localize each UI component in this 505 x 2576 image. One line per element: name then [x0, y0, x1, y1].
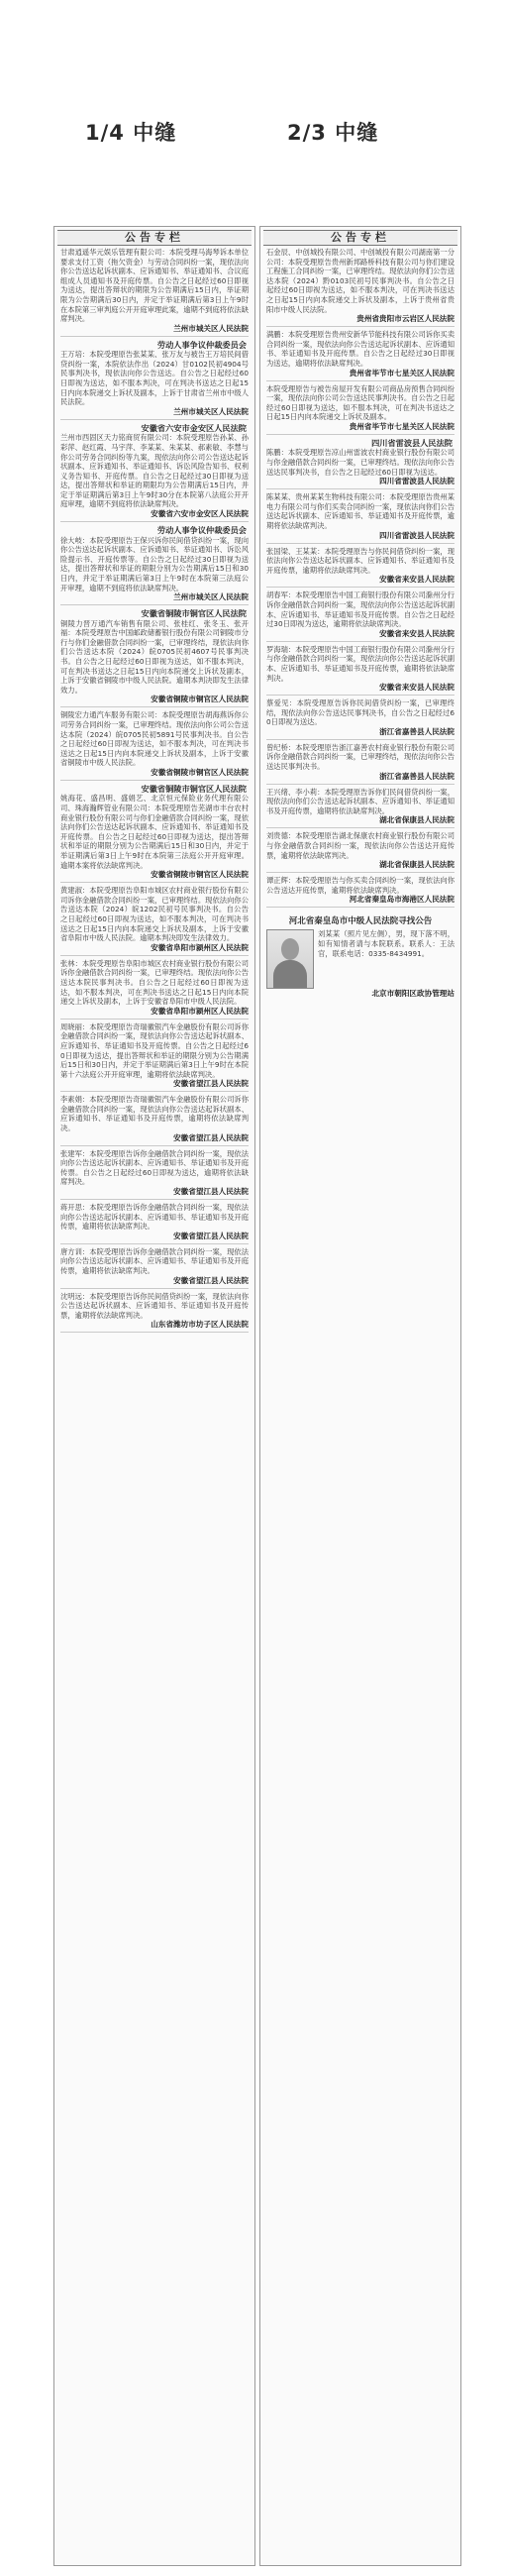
notice-divider	[266, 739, 454, 740]
notice-signature: 湖北省保康县人民法院	[379, 815, 454, 825]
notice-divider	[60, 1288, 249, 1289]
notice-signature: 安徽省望江县人民法院	[173, 1079, 249, 1089]
notice-body-text: 铜陵宏力通汽车服务有限公司：本院受理原告胡海燕诉你公司劳务合同纠纷一案，已审理终结。现依法向你公司公告送达本院（2024）皖0705民初5891号民事判决书。自公告之日起经过60日即视为送达，如不服本判决，可在判决书送达之日起15日内向本院递交上诉状及副本，上诉于安徽省铜陵市中级人民法院。	[60, 710, 249, 768]
notice-body-text: 李素娟：本院受理原告奇瑞徽银汽车金融股份有限公司诉你金融借款合同纠纷一案，现依法向你公告送达起诉状副本、应诉通知书、举证通知书及开庭传票，逾期将依法缺席判决。	[60, 1095, 249, 1133]
notice-signature: 贵州省毕节市七星关区人民法院	[349, 368, 454, 377]
notice-divider	[266, 326, 454, 327]
notice-signature: 安徽省望江县人民法院	[173, 1275, 249, 1285]
left-column-body	[54, 246, 254, 1333]
notice-body-text: 王万培：本院受理原告张某某、张万友与被告王万培民间借贷纠纷一案，本院依法作出（2024）甘0102民初4904号民事判决书，现依法向你公告送达。自公告之日起经过60日即视为送达，如不服本判决，可在判决书送达之日起15日内向本院递交上诉状及副本，上诉于甘肃省兰州市中级人民法院。	[60, 350, 249, 407]
notice-body-text: 姚海花、盛昌明、盛娟艺、北京恒元保险业务代理有限公司、珠海瀚辉管业有限公司：本院受理原告芜湖市丰台农村商业银行股份有限公司与你们金融借款合同纠纷一案，现依法向你们公告送达起诉状副本、应诉通知书、举证通知书及开庭传票。自公告之日起经过60日即视为送达，提出答辩状和举证的期限分别为公告期满后15日和30日内，并定于举证期满后第3日上午9时在本院第三法庭公开开庭审理。逾期本案将依法缺席判决。	[60, 794, 249, 870]
seeking-notice	[266, 916, 454, 999]
notice-item	[60, 1247, 249, 1289]
notice-signature: 安徽省来安县人民法院	[379, 628, 454, 638]
notice-divider	[60, 1091, 249, 1092]
notice-divider	[60, 1145, 249, 1146]
left-notice-column	[53, 226, 255, 2566]
right-column-body	[260, 246, 460, 908]
notice-item	[60, 248, 249, 337]
left-column-label: 1/4 中缝	[85, 121, 177, 145]
notice-body-text: 唐方训：本院受理原告诉你金融借款合同纠纷一案，现依法向你公告送达起诉状副本、应诉通知书、举证通知书及开庭传票，逾期将依法缺席判决。	[60, 1246, 249, 1275]
notice-divider	[266, 380, 454, 381]
notice-court-header: 安徽省六安市金安区人民法院	[141, 422, 247, 433]
notice-body-text: 蔡爱见：本院受理原告诉你民间借贷纠纷一案，已审理终结，现依法向你公告送达民事判决书，自公告之日起经过60日即视为送达。	[266, 698, 454, 727]
notice-item	[60, 710, 249, 781]
notice-signature: 安徽省阜阳市颍州区人民法院	[151, 942, 249, 952]
notice-signature: 安徽省来安县人民法院	[379, 575, 454, 585]
notice-court-header: 劳动人事争议仲裁委员会	[156, 339, 247, 350]
notice-item	[266, 645, 454, 696]
notice-signature: 安徽省望江县人民法院	[173, 1231, 249, 1240]
notice-divider	[60, 1332, 249, 1333]
notice-body-text: 罗海瑞：本院受理原告中国工商银行股份有限公司滁州分行与你金融借款合同纠纷一案，现依法向你公告送达起诉状副本、应诉通知书、举证通知书及开庭传票，逾期将依法缺席判决。	[266, 644, 454, 683]
notice-item	[60, 423, 249, 522]
notice-signature: 贵州省贵阳市云岩区人民法院	[356, 314, 454, 324]
person-photo	[266, 929, 314, 989]
notice-item	[266, 384, 454, 435]
notice-divider	[266, 872, 454, 873]
notice-divider	[266, 641, 454, 642]
notice-body-text: 甘肃逍遥华元娱乐管理有限公司：本院受理马海琴诉本单位要求支付工资（拖欠资金）与劳动合同纠纷一案，现依法向你公告送达起诉状副本、应诉通知书、举证通知书、合议庭组成人员通知书及开庭传票。自公告之日起经过60日即视为送达，提出答辩状的期限为公告期满后15日内，举证期限为公告期满后30日内，并定于举证期满后第3日上午9时在本院第三审判庭公开开庭审理此案，逾期不到庭将依法缺席判决。	[60, 248, 249, 324]
notice-body-text: 蒋开思：本院受理原告诉你金融借款合同纠纷一案，现依法向你公告送达起诉状副本、应诉通知书、举证通知书及开庭传票，逾期将依法缺席判决。	[60, 1203, 249, 1232]
notice-signature: 山东省潍坊市坊子区人民法院	[151, 1320, 249, 1330]
notice-body-text: 石金辰、中创城投有限公司、中创城投有限公司湖南第一分公司：本院受理原告贵州新邦路桥科技有限公司与你们建设工程施工合同纠纷一案，已审理终结。现依法向你们公告送达本院（2024）黔0103民初号民事判决书。自公告之日起经过60日即视为送达，如不服本判决，可在判决书送达之日起15日内向本院递交上诉状及副本，上诉于贵州省贵阳市中级人民法院。	[266, 248, 454, 314]
left-column-title: 公告专栏	[57, 230, 252, 246]
notice-divider	[266, 827, 454, 828]
page-header	[0, 0, 505, 145]
notice-item	[266, 831, 454, 873]
notice-item	[266, 248, 454, 327]
notice-item	[266, 330, 454, 380]
notice-signature: 兰州市城关区人民法院	[173, 406, 249, 416]
notice-item	[266, 547, 454, 589]
seeking-notice-signature: 北京市朝阳区政协管理站	[371, 989, 454, 999]
notice-divider	[60, 419, 249, 420]
notice-signature: 安徽省来安县人民法院	[379, 683, 454, 693]
notice-item	[60, 1149, 249, 1200]
notice-signature: 四川省雷波县人民法院	[379, 530, 454, 540]
notice-court-header: 安徽省铜陵市铜官区人民法院	[141, 608, 247, 619]
notice-signature: 安徽省六安市金安区人民法院	[151, 509, 249, 519]
notice-item	[266, 788, 454, 829]
notice-signature: 浙江省嘉善县人民法院	[379, 726, 454, 736]
notice-body-text: 陈某某、贵州某某生物科技有限公司：本院受理原告贵州某电力有限公司与你们买卖合同纠纷一案，现依法向你们公告送达起诉状副本、应诉通知书、举证通知书及开庭传票，逾期将依法缺席判决。	[266, 492, 454, 530]
notice-item	[60, 1292, 249, 1334]
notice-item	[60, 1022, 249, 1093]
notice-body-text: 周晓丽：本院受理原告奇瑞徽银汽车金融股份有限公司诉你金融借款合同纠纷一案，现依法向你公告送达起诉状副本、应诉通知书、举证通知书及开庭传票。自公告之日起经过60日即视为送达，提出答辩状和举证的期限分别为公告期满后15日和30日内，并定于举证期满后第3日上午9时在本院第十六法庭公开开庭审理，逾期将依法缺席判决。	[60, 1021, 249, 1079]
notice-divider	[266, 434, 454, 435]
notice-item	[60, 608, 249, 707]
notice-court-header: 安徽省铜陵市铜官区人民法院	[141, 783, 247, 794]
notice-signature: 安徽省铜陵市铜官区人民法院	[151, 695, 249, 704]
notice-item	[266, 590, 454, 641]
notice-body-text: 胡春军：本院受理原告中国工商银行股份有限公司滁州分行诉你金融借款合同纠纷一案，现依法向你公告送达起诉状副本、应诉通知书、举证通知书及开庭传票。自公告之日起经过30日即视为送达，逾期将依法缺席判决。	[266, 590, 454, 629]
notice-divider	[60, 1199, 249, 1200]
notice-signature: 湖北省保康县人民法院	[379, 860, 454, 870]
notice-divider	[60, 336, 249, 337]
notice-signature: 安徽省望江县人民法院	[173, 1187, 249, 1197]
notice-body-text: 兰州市西固区天力铭商贸有限公司：本院受理原告孙某、孙彩萍、赵红霞、马宇萍、李某某、朱某某、郝素敏、李慧与你公司劳务合同纠纷等九案，现依法向你公司公告送达起诉状副本、应诉通知书、举证通知书、诉讼风险告知书、权利义务告知书、开庭传票。自公告之日起经过30日即视为送达，提出答辩状和举证的期限均为公告期满后15日内，并定于举证期满后第3日上午9时30分在本院第八法庭公开开庭审理，逾期不到庭将依法缺席判决。	[60, 433, 249, 509]
notice-signature: 安徽省铜陵市铜官区人民法院	[151, 767, 249, 777]
notice-signature: 安徽省铜陵市铜官区人民法院	[151, 870, 249, 880]
notice-divider	[266, 695, 454, 696]
notice-body-text: 黄建淑：本院受理原告阜阳市城区农村商业银行股份有限公司诉你金融借款合同纠纷一案，已审理终结。现依法向你公告送达本院（2024）皖1202民初号民事判决书。自公告之日起经过60日即视为送达，如不服本判决，可在判决书送达之日起15日内向本院递交上诉状及副本，上诉于安徽省阜阳市中级人民法院。逾期本判决即发生法律效力。	[60, 886, 249, 943]
notice-item	[60, 959, 249, 1020]
notice-body-text: 铜陵力晋万通汽车销售有限公司、张桂红、张冬玉、张开福：本院受理原告中国邮政储蓄银行股份有限公司铜陵市分行与你们金融借款合同纠纷一案，已审理终结，现依法向你们公告送达本院（2024）皖0705民初4607号民事判决书。自公告之日起经过60日即视为送达，如不服本判决，可在判决书送达之日起15日内向本院递交上诉状及副本，上诉于安徽省铜陵市中级人民法院。逾期本判决即发生法律效力。	[60, 618, 249, 695]
notice-divider	[266, 543, 454, 544]
notice-divider	[60, 1243, 249, 1244]
notice-divider	[266, 784, 454, 785]
notice-divider	[266, 488, 454, 489]
notice-body-text: 张国梁、王某某：本院受理原告与你民间借贷纠纷一案，现依法向你公告送达起诉状副本、应诉通知书、举证通知书及开庭传票，逾期将依法缺席判决。	[266, 546, 454, 575]
notice-court-header: 劳动人事争议仲裁委员会	[156, 525, 247, 536]
notice-item	[60, 1095, 249, 1145]
notice-item	[60, 340, 249, 420]
right-column-title: 公告专栏	[263, 230, 457, 246]
notice-body-text: 刘贵德：本院受理原告湖北保康农村商业银行股份有限公司与你金融借款合同纠纷一案，现依法向你公告送达开庭传票，逾期将依法缺席判决。	[266, 831, 454, 860]
notice-item	[60, 1203, 249, 1244]
notice-body-text: 陈鹏：本院受理原告凉山州雷波农村商业银行股份有限公司与你金融借款合同纠纷一案，已审理终结。现依法向你公告送达民事判决书，自公告之日起经过60日即视为送达。	[266, 448, 454, 477]
notice-signature: 安徽省阜阳市颍州区人民法院	[151, 1006, 249, 1016]
notice-item	[266, 698, 454, 740]
notice-divider	[60, 955, 249, 956]
notice-signature: 河北省秦皇岛市海港区人民法院	[349, 895, 454, 905]
notice-divider	[60, 780, 249, 781]
notice-signature: 安徽省望江县人民法院	[173, 1132, 249, 1142]
notice-body-text: 曾纪桥：本院受理原告浙江嘉善农村商业银行股份有限公司诉你金融借款合同纠纷一案，已审理终结，现依法向你公告送达民事判决书。	[266, 742, 454, 772]
right-notice-column	[259, 226, 461, 2566]
notice-signature: 兰州市城关区人民法院	[173, 323, 249, 333]
notice-body-text: 徐大岐：本院受理原告王保兴诉你民间借贷纠纷一案，现向你公告送达起诉状副本、应诉通知书、举证通知书、诉讼风险提示书、开庭传票等。自公告之日起经过30日即视为送达，提出答辩状和举证的期限分别为公告期满后15日和30日内，并定于举证期满后第3日上午9时在本院第三法庭公开审理，逾期不到庭将依法缺席判决。	[60, 535, 249, 592]
notice-signature: 贵州省毕节市七星关区人民法院	[349, 421, 454, 431]
notice-body-text: 本院受理原告与被告房屋开发有限公司商品房预售合同纠纷一案，现依法向你公司公告送达民事判决书。自公告之日起经过60日即视为送达，如不服本判决，可在判决书送达之日起15日内向本院递交上诉状及副本。	[266, 383, 454, 422]
notice-divider	[60, 882, 249, 883]
notice-divider	[266, 587, 454, 588]
notice-body-text: 王兴绪、李小莉：本院受理原告诉你们民间借贷纠纷一案，现依法向你们公告送达起诉状副本、应诉通知书、举证通知书及开庭传票，逾期将依法缺席判决。	[266, 787, 454, 815]
notice-item	[266, 492, 454, 543]
notice-item	[60, 784, 249, 883]
seeking-notice-text: 刘某某（照片见左侧），男，现下落不明，如有知情者请与本院联系。联系人：王法官，联系电话：0335-8434991。	[318, 929, 454, 958]
notice-body-text: 张建军：本院受理原告诉你金融借款合同纠纷一案，现依法向你公告送达起诉状副本、应诉通知书、举证通知书及开庭传票。自公告之日起经过60日即视为送达，逾期将依法缺席判决。	[60, 1148, 249, 1187]
notice-court-header: 四川省雷波县人民法院	[371, 437, 453, 448]
notice-item	[266, 876, 454, 908]
seeking-notice-title: 河北省秦皇岛市中级人民法院寻找公告	[288, 916, 433, 927]
notice-item	[60, 525, 249, 605]
notice-item	[266, 743, 454, 785]
notice-divider	[60, 521, 249, 522]
notice-signature: 四川省雷波县人民法院	[379, 477, 454, 486]
notice-divider	[60, 706, 249, 707]
notice-body-text: 沈明远：本院受理原告诉你民间借贷纠纷一案，现依法向你公告送达起诉状副本、应诉通知书、举证通知书及开庭传票，逾期将依法缺席判决。	[60, 1291, 249, 1320]
notice-item	[60, 886, 249, 956]
notice-signature: 兰州市城关区人民法院	[173, 592, 249, 602]
notice-divider	[60, 604, 249, 605]
notice-divider	[60, 1019, 249, 1020]
notice-body-text: 满鹏：本院受理原告贵州安新华节能科技有限公司诉你买卖合同纠纷一案，现依法向你公告送达起诉状副本、应诉通知书、举证通知书及开庭传票。自公告之日起经过30日即视为送达，逾期将依法缺席判决。	[266, 330, 454, 368]
notice-signature: 浙江省嘉善县人民法院	[379, 771, 454, 781]
notice-body-text: 张林：本院受理原告阜阳市城区农村商业银行股份有限公司诉你金融借款合同纠纷一案，已审理终结。现依法向你公告送达本院民事判决书。自公告之日起经过60日即视为送达，如不服本判决，可在判决书送达之日起15日内向本院递交上诉状及副本，上诉于安徽省阜阳市中级人民法院。	[60, 958, 249, 1007]
notice-item	[266, 438, 454, 489]
notice-body-text: 谭正辉：本院受理原告与你买卖合同纠纷一案，现依法向你公告送达开庭传票，逾期将依法缺席判决。	[266, 876, 454, 895]
notice-divider	[266, 907, 454, 908]
right-column-label: 2/3 中缝	[287, 121, 379, 145]
